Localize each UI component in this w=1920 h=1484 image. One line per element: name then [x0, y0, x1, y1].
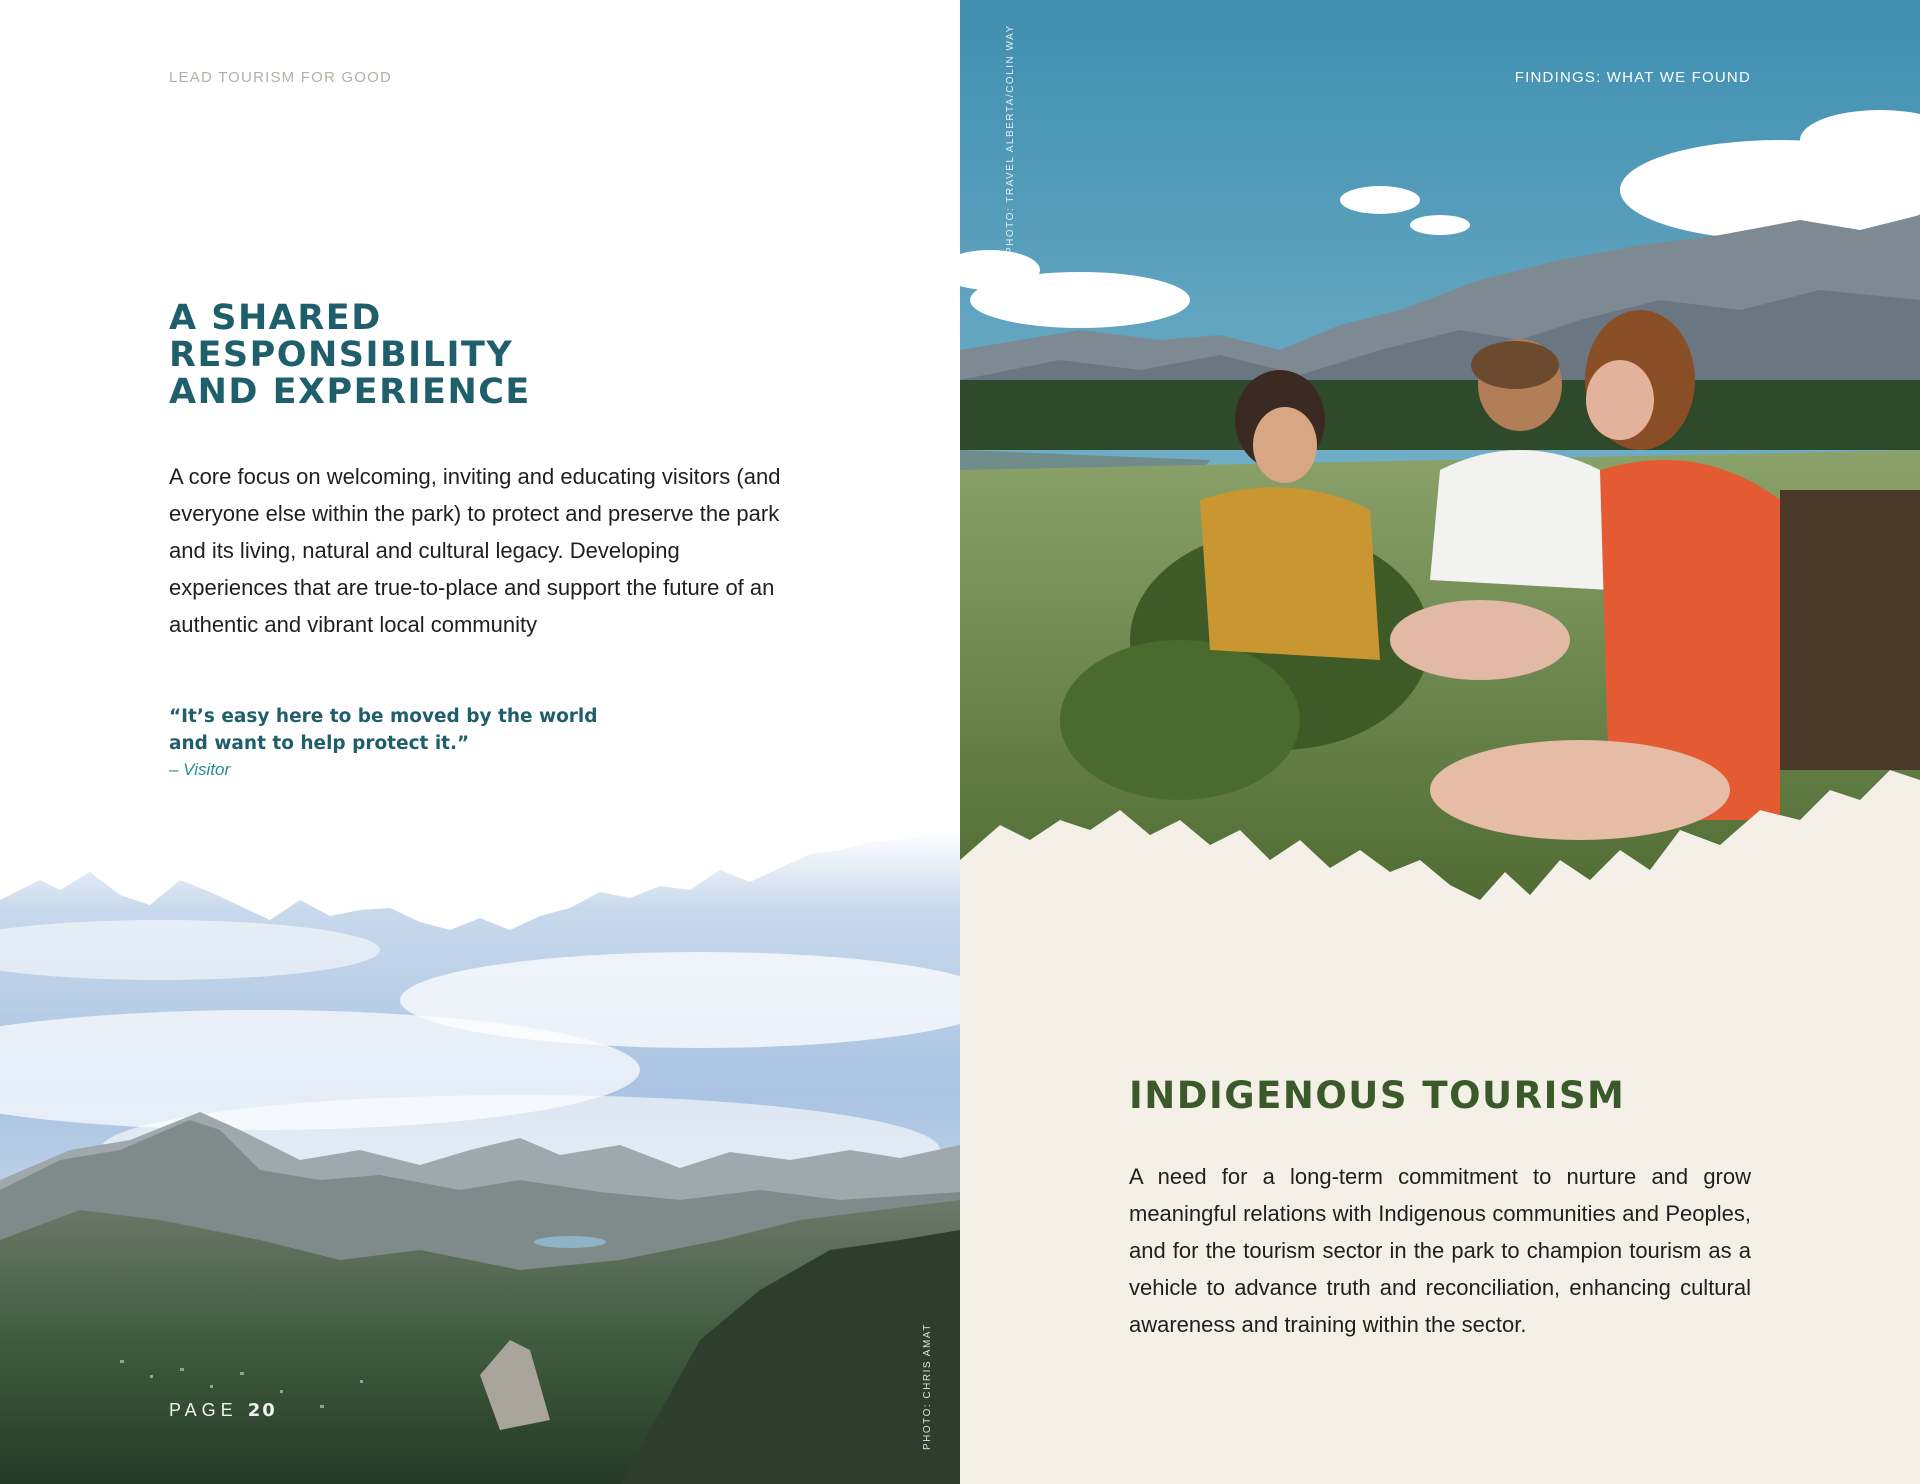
right-page — [960, 0, 1920, 1484]
page-label: PAGE — [169, 1400, 238, 1420]
heading-line: A SHARED — [169, 298, 382, 338]
body-paragraph-indigenous-tourism: A need for a long-term commitment to nurture and grow meaningful relations with Indigenous communities and Peoples, and for the tourism sector in the park to champion tourism as a vehicle to advance truth and reconciliation, enhancing cultural awareness and training within the sector. — [1129, 1164, 1751, 1337]
photo-credit-right: PHOTO: TRAVEL ALBERTA/COLIN WAY — [1005, 24, 1016, 254]
page-number-value: 20 — [247, 1400, 277, 1421]
quote-attribution: – Visitor — [169, 760, 231, 779]
pull-quote: “It’s easy here to be moved by the world and want to help protect it.” — [169, 706, 598, 754]
section-heading-indigenous-tourism: INDIGENOUS TOURISM — [1129, 1074, 1626, 1117]
photo-credit-left: PHOTO: CHRIS AMAT — [922, 1323, 933, 1450]
heading-line: AND EXPERIENCE — [169, 372, 531, 412]
indigenous-guide-meadow-photo — [960, 0, 1920, 910]
mountain-valley-photo — [0, 820, 960, 1484]
heading-line: RESPONSIBILITY — [169, 335, 514, 375]
page-number — [169, 1400, 277, 1421]
running-head-right: FINDINGS: WHAT WE FOUND — [1514, 69, 1751, 86]
section-heading-shared-responsibility — [169, 300, 729, 411]
body-paragraph-shared-responsibility: A core focus on welcoming, inviting and educating visitors (and everyone else within the park) to protect and preserve the park and its living, natural and cultural legacy. Developing experiences that are true-to-place and support the future of an authentic and vibrant local community — [169, 464, 781, 637]
running-head-left: LEAD TOURISM FOR GOOD — [169, 69, 393, 86]
